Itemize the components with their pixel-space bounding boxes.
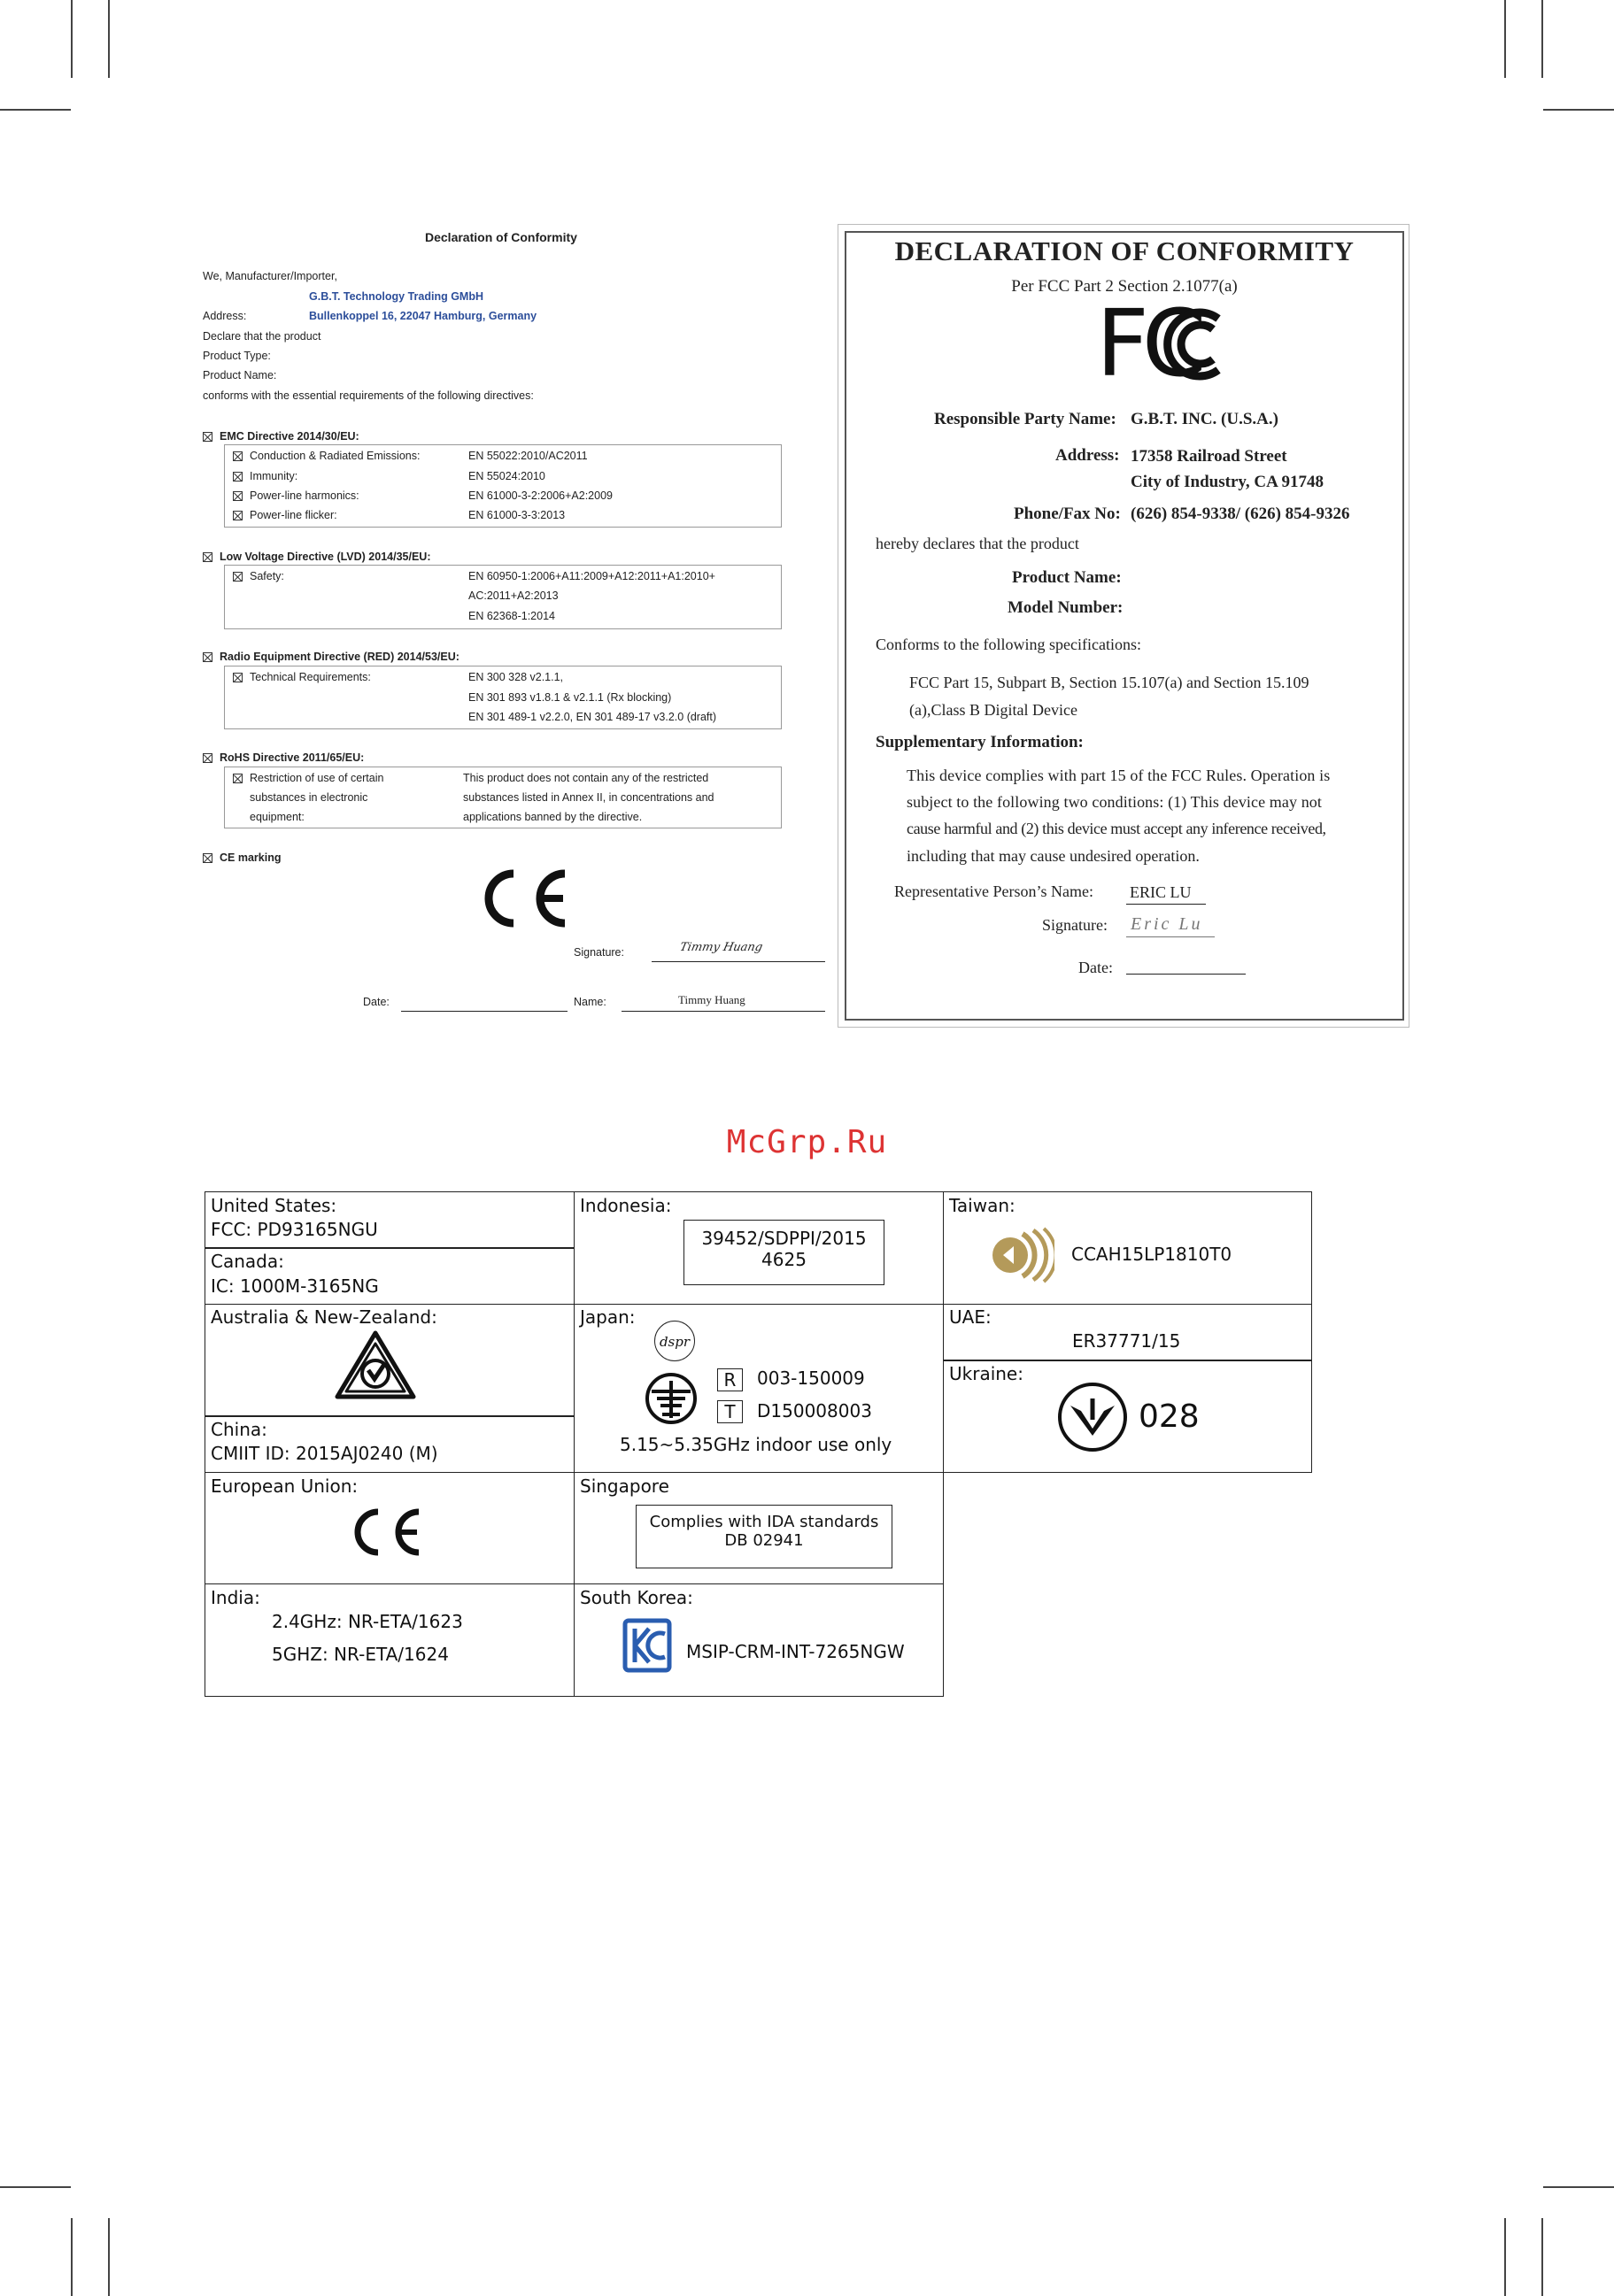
directive-value: This product does not contain any of the restricted	[463, 772, 709, 784]
checkbox-icon	[233, 572, 243, 582]
fcc-address-line1: 17358 Railroad Street	[1131, 447, 1287, 466]
canada-value: IC: 1000M-3165NG	[211, 1275, 379, 1297]
fcc-logo	[1096, 289, 1229, 397]
directive-row: Immunity:	[233, 470, 297, 482]
ce-marking-label: CE marking	[203, 851, 281, 864]
checkbox-icon	[233, 774, 243, 783]
directive-row: Safety:	[233, 570, 284, 582]
taiwan-label: Taiwan:	[949, 1195, 1016, 1216]
singapore-line1: Complies with IDA standards	[649, 1513, 879, 1531]
japan-giteki-icon	[643, 1372, 699, 1425]
fcc-signature: Eric Lu	[1131, 914, 1203, 934]
checkbox-icon	[233, 491, 243, 501]
fcc-phone-label: Phone/Fax No:	[1014, 505, 1121, 523]
fcc-address-label: Address:	[1055, 446, 1120, 465]
eu-address: Bullenkoppel 16, 22047 Hamburg, Germany	[309, 310, 537, 322]
japan-note: 5.15~5.35GHz indoor use only	[620, 1434, 892, 1455]
taiwan-value: CCAH15LP1810T0	[1071, 1244, 1232, 1265]
fcc-address-line2: City of Industry, CA 91748	[1131, 473, 1324, 491]
directive-value: EN 55022:2010/AC2011	[468, 450, 588, 462]
name-line	[622, 1011, 825, 1012]
fcc-phone: (626) 854-9338/ (626) 854-9326	[1131, 505, 1350, 523]
rcm-icon	[332, 1328, 419, 1402]
uae-value: ER37771/15	[1072, 1330, 1181, 1352]
directive-title: RoHS Directive 2011/65/EU:	[203, 751, 364, 764]
crop-mark	[1504, 0, 1506, 78]
fcc-date-label: Date:	[1078, 959, 1113, 976]
korea-label: South Korea:	[580, 1587, 693, 1608]
checkbox-icon	[203, 552, 212, 562]
eu-signature-label: Signature:	[574, 946, 624, 959]
fcc-responsible: G.B.T. INC. (U.S.A.)	[1131, 410, 1278, 428]
directive-value: EN 300 328 v2.1.1,	[468, 671, 564, 683]
eu-name-label: Name:	[574, 996, 606, 1008]
crop-mark	[0, 109, 71, 111]
eu-intro: We, Manufacturer/Importer,	[203, 270, 337, 282]
crop-mark	[71, 0, 73, 78]
fcc-spec-line1: FCC Part 15, Subpart B, Section 15.107(a) and Section 15.109	[909, 674, 1309, 691]
fcc-signature-label: Signature:	[1042, 916, 1108, 934]
fcc-subtitle: Per FCC Part 2 Section 2.1077(a)	[1011, 277, 1238, 296]
directive-title: Low Voltage Directive (LVD) 2014/35/EU:	[203, 551, 431, 563]
korea-value: MSIP-CRM-INT-7265NGW	[686, 1641, 905, 1662]
directive-value: EN 60950-1:2006+A11:2009+A12:2011+A1:2010+	[468, 570, 715, 582]
fcc-product-name: Product Name:	[1012, 568, 1122, 587]
japan-t-box: T	[717, 1400, 743, 1423]
fcc-spec-line2: (a),Class B Digital Device	[909, 701, 1077, 719]
china-label: China:	[211, 1419, 267, 1440]
au-label: Australia & New-Zealand:	[211, 1306, 437, 1328]
directive-value: AC:2011+A2:2013	[468, 589, 559, 602]
fcc-supp-line: subject to the following two conditions: (1) This device may not	[907, 793, 1322, 811]
ukraine-mark-icon	[1056, 1381, 1129, 1453]
directive-row: Power-line harmonics:	[233, 489, 359, 502]
japan-label: Japan:	[580, 1306, 636, 1328]
crop-mark	[1543, 2186, 1614, 2188]
japan-r-value: 003-150009	[757, 1368, 865, 1389]
india-line2: 5GHZ: NR-ETA/1624	[272, 1644, 449, 1665]
cell-divider	[943, 1360, 1312, 1361]
fcc-supp-line: This device complies with part 15 of the FCC Rules. Operation is	[907, 767, 1331, 784]
fcc-rep-name: ERIC LU	[1130, 883, 1192, 901]
eu-address-label: Address:	[203, 310, 247, 322]
india-line1: 2.4GHz: NR-ETA/1623	[272, 1611, 463, 1632]
eu-conforms: conforms with the essential requirements of the following directives:	[203, 389, 534, 402]
japan-r-box: R	[717, 1368, 743, 1391]
ukraine-value: 028	[1139, 1398, 1200, 1435]
rep-line	[1126, 904, 1206, 905]
checkbox-icon	[203, 432, 212, 442]
fcc-model-number: Model Number:	[1008, 598, 1124, 617]
fcc-supp-line: including that may cause undesired operation.	[907, 847, 1200, 865]
eu-signature: Timmy Huang	[678, 941, 764, 954]
crop-mark	[108, 2218, 110, 2296]
taiwan-ncc-icon	[991, 1223, 1054, 1287]
signature-line	[652, 961, 825, 962]
cell-divider	[205, 1247, 575, 1249]
directive-row: Power-line flicker:	[233, 509, 337, 521]
eu-product-name: Product Name:	[203, 369, 277, 381]
ce-mark-icon	[469, 867, 571, 929]
directive-row: Conduction & Radiated Emissions:	[233, 450, 420, 462]
directive-row: Restriction of use of certain	[233, 772, 383, 784]
kc-mark-icon	[622, 1618, 672, 1673]
eu-date-label: Date:	[363, 996, 390, 1008]
eu-declare: Declare that the product	[203, 330, 321, 343]
directive-row-cont: equipment:	[250, 811, 305, 823]
crop-mark	[1541, 2218, 1543, 2296]
directive-title: Radio Equipment Directive (RED) 2014/53/EU:	[203, 651, 459, 663]
us-value: FCC: PD93165NGU	[211, 1219, 378, 1240]
crop-mark	[108, 0, 110, 78]
japan-t-value: D150008003	[757, 1400, 872, 1422]
crop-mark	[1541, 0, 1543, 78]
directive-value: EN 61000-3-2:2006+A2:2009	[468, 489, 613, 502]
directive-row: Technical Requirements:	[233, 671, 371, 683]
fcc-logo-text: FC	[1096, 289, 1200, 397]
eu-name: Timmy Huang	[678, 993, 745, 1006]
directive-title: EMC Directive 2014/30/EU:	[203, 430, 359, 443]
ukraine-label: Ukraine:	[949, 1363, 1023, 1384]
crop-mark	[71, 2218, 73, 2296]
checkbox-icon	[233, 511, 243, 520]
directive-value: EN 61000-3-3:2013	[468, 509, 566, 521]
indonesia-line1: 39452/SDPPI/2015	[701, 1228, 867, 1249]
singapore-line2: DB 02941	[724, 1531, 804, 1550]
checkbox-icon	[203, 652, 212, 662]
singapore-label: Singapore	[580, 1475, 669, 1497]
eu-company: G.B.T. Technology Trading GMbH	[309, 290, 483, 303]
dspr-logo-text: dspr	[659, 1334, 691, 1350]
crop-mark	[1543, 109, 1614, 111]
eu-product-type: Product Type:	[203, 350, 271, 362]
dspr-icon	[654, 1321, 695, 1361]
signature-line	[1126, 936, 1215, 937]
fcc-responsible-label: Responsible Party Name:	[934, 410, 1116, 428]
fcc-supp-line: cause harmful and (2) this device must accept any inference received,	[907, 820, 1326, 837]
directive-value: EN 55024:2010	[468, 470, 545, 482]
directive-value: EN 62368-1:2014	[468, 610, 555, 622]
us-label: United States:	[211, 1195, 337, 1216]
indonesia-line2: 4625	[761, 1249, 807, 1270]
fcc-title: DECLARATION OF CONFORMITY	[894, 235, 1355, 266]
fcc-rep-label: Representative Person’s Name:	[894, 882, 1093, 900]
fcc-conforms: Conforms to the following specifications:	[876, 636, 1141, 653]
fcc-hereby: hereby declares that the product	[876, 535, 1079, 552]
canada-label: Canada:	[211, 1251, 284, 1272]
checkbox-icon	[233, 451, 243, 461]
directive-value: EN 301 893 v1.8.1 & v2.1.1 (Rx blocking)	[468, 691, 672, 704]
watermark: McGrp.Ru	[726, 1124, 888, 1160]
crop-mark	[0, 2186, 71, 2188]
date-line	[401, 1011, 568, 1012]
directive-row-cont: substances in electronic	[250, 791, 368, 804]
uae-label: UAE:	[949, 1306, 992, 1328]
checkbox-icon	[203, 853, 212, 863]
checkbox-icon	[233, 472, 243, 482]
date-line	[1126, 974, 1246, 975]
indonesia-box	[683, 1220, 884, 1285]
fcc-logo-c-icon	[1160, 303, 1229, 386]
ce-mark-icon	[343, 1507, 422, 1557]
cell-divider	[205, 1415, 575, 1417]
india-label: India:	[211, 1587, 260, 1608]
directive-value: applications banned by the directive.	[463, 811, 643, 823]
directive-value: substances listed in Annex II, in concentrations and	[463, 791, 714, 804]
singapore-box	[636, 1505, 892, 1568]
checkbox-icon	[233, 673, 243, 682]
directive-value: EN 301 489-1 v2.2.0, EN 301 489-17 v3.2.0 (draft)	[468, 711, 717, 723]
indonesia-label: Indonesia:	[580, 1195, 672, 1216]
eu-label: European Union:	[211, 1475, 359, 1497]
fcc-supplementary: Supplementary Information:	[876, 733, 1084, 751]
china-value: CMIIT ID: 2015AJ0240 (M)	[211, 1443, 438, 1464]
eu-title: Declaration of Conformity	[425, 230, 577, 244]
crop-mark	[1504, 2218, 1506, 2296]
checkbox-icon	[203, 753, 212, 763]
